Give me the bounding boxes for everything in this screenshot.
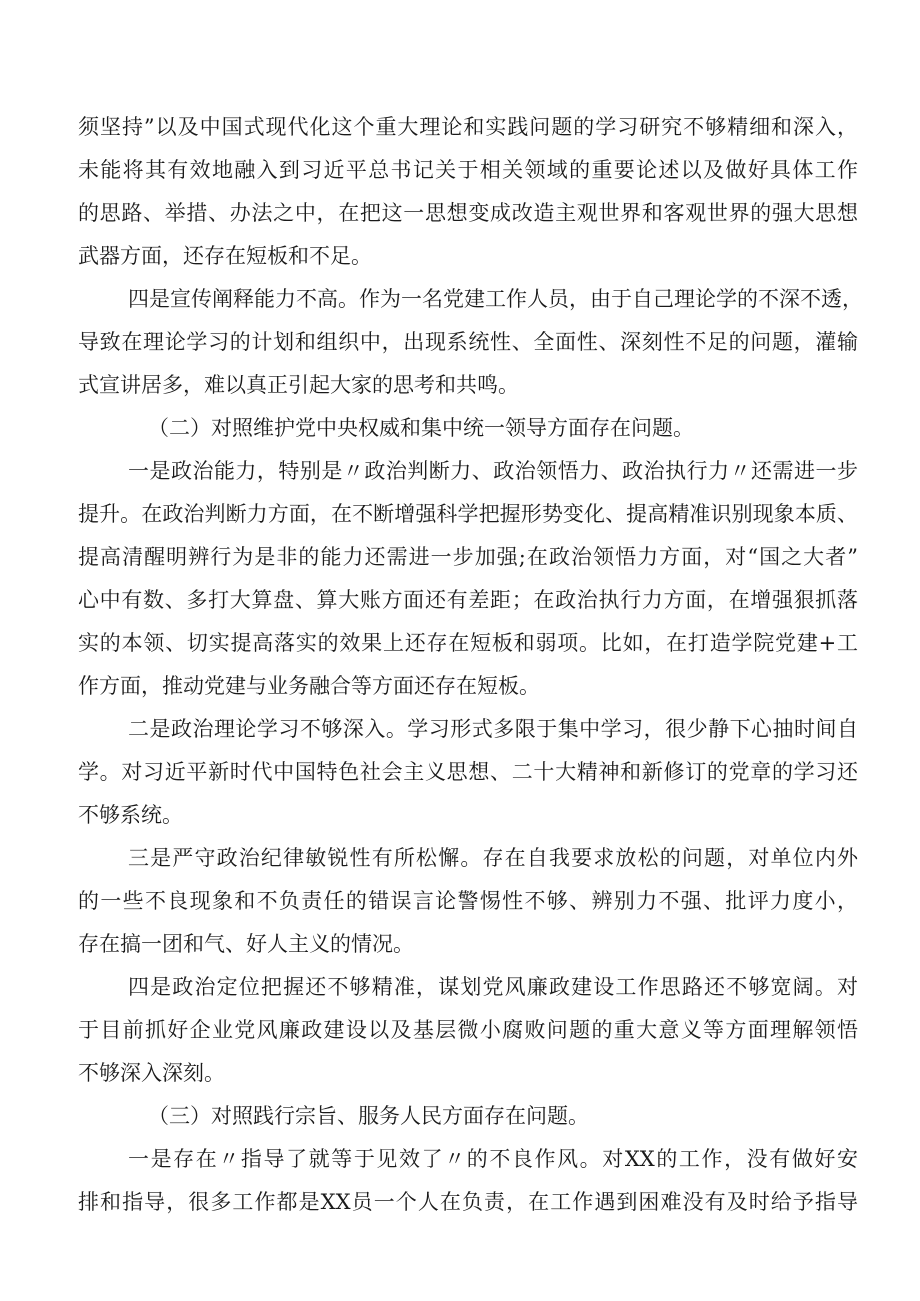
text-line: 不够深入深刻。	[78, 1061, 225, 1085]
text-line: 须坚持”以及中国式现代化这个重大理论和实践问题的学习研究不够精细和深入，	[78, 115, 858, 139]
paragraph-first-line: 一是政治能力，特别是〃政治判断力、政治领悟力、政治执行力〃还需进一步	[128, 459, 858, 483]
section-heading: （二）对照维护党中央权威和集中统一领导方面存在问题。	[148, 416, 694, 440]
paragraph-first-line: 四是宣传阐释能力不高。作为一名党建工作人员，由于自己理论学的不深不透，	[128, 287, 863, 311]
text-line: 不够系统。	[78, 803, 183, 827]
text-line: 排和指导，很多工作都是XX员一个人在负责，在工作遇到困难没有及时给予指导	[78, 1190, 858, 1214]
paragraph-first-line: 三是严守政治纪律敏锐性有所松懈。存在自我要求放松的问题，对单位内外	[128, 846, 858, 870]
text-line: 作方面，推动党建与业务融合等方面还存在短板。	[78, 674, 540, 698]
text-line: 提高清醒明辨行为是非的能力还需进一步加强;在政治领悟力方面，对“国之大者”	[78, 545, 858, 569]
paragraph-first-line: 四是政治定位把握还不够精准，谋划党风廉政建设工作思路还不够宽阔。对	[128, 975, 858, 999]
text-line: 实的本领、切实提高落实的效果上还存在短板和弱项。比如，在打造学院党建+工	[78, 631, 858, 655]
section-heading: （三）对照践行宗旨、服务人民方面存在问题。	[148, 1104, 589, 1128]
paragraph-first-line: 二是政治理论学习不够深入。学习形式多限于集中学习，很少静下心抽时间自	[128, 717, 858, 741]
text-line: 存在搞一团和气、好人主义的情况。	[78, 932, 414, 956]
text-line: 的思路、举措、办法之中，在把这一思想变成改造主观世界和客观世界的强大思想	[78, 201, 858, 225]
text-line: 心中有数、多打大算盘、算大账方面还有差距；在政治执行力方面，在增强狠抓落	[78, 588, 858, 612]
text-line: 学。对习近平新时代中国特色社会主义思想、二十大精神和新修订的党章的学习还	[78, 760, 858, 784]
text-line: 式宣讲居多，难以真正引起大家的思考和共鸣。	[78, 373, 519, 397]
text-line: 的一些不良现象和不负责任的错误言论警惕性不够、辨别力不强、批评力度小，	[78, 889, 858, 913]
text-line: 未能将其有效地融入到习近平总书记关于相关领域的重要论述以及做好具体工作	[78, 158, 858, 182]
text-line: 提升。在政治判断力方面，在不断增强科学把握形势变化、提高精准识别现象本质、	[78, 502, 858, 526]
text-line: 导致在理论学习的计划和组织中，出现系统性、全面性、深刻性不足的问题，灌输	[78, 330, 858, 354]
paragraph-first-line: 一是存在〃指导了就等于见效了〃的不良作风。对XX的工作，没有做好安	[128, 1147, 858, 1171]
text-line: 于目前抓好企业党风廉政建设以及基层微小腐败问题的重大意义等方面理解领悟	[78, 1018, 858, 1042]
text-line: 武器方面，还存在短板和不足。	[78, 244, 372, 268]
